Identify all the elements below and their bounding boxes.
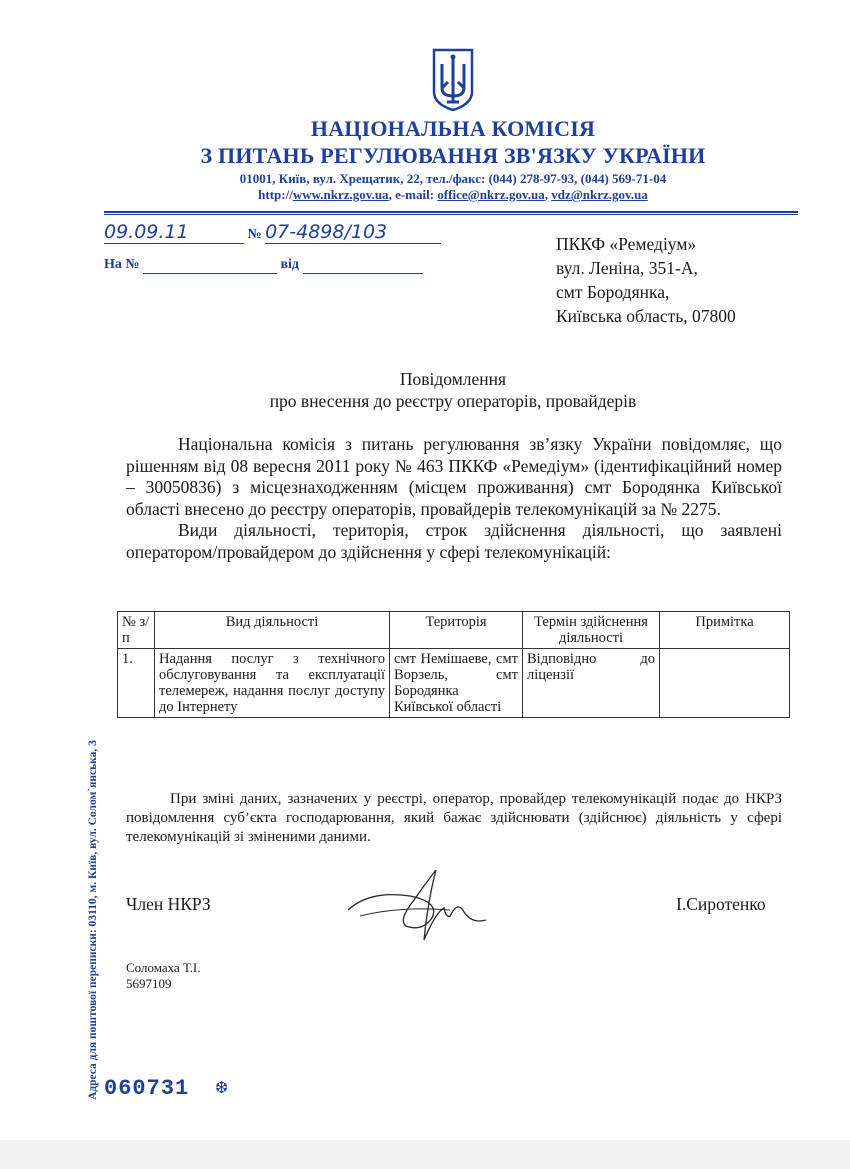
cell-note bbox=[660, 649, 790, 718]
incoming-reference bbox=[104, 257, 423, 274]
document-title: Повідомлення bbox=[399, 369, 507, 389]
body-paragraph-1: Національна комісія з питань регулювання зв’язку України повідомляє, що рішенням від 08 вересня 2011 року № 463 ПККФ «Ремедіум» (ідентифікаційний номер – 30050836) з місцезнаходженням (місцем проживання) смт Бородянка Київської області внесено до реєстру операторів, провайдерів телекомунікацій за № 2275. bbox=[126, 434, 782, 519]
email-separator: , bbox=[544, 187, 552, 202]
signer-position: Член НКРЗ bbox=[126, 894, 211, 914]
incoming-date-blank bbox=[303, 257, 423, 274]
registry-table bbox=[117, 611, 790, 718]
header-note: Примітка bbox=[660, 612, 790, 649]
executor-name: Соломаха Т.І. bbox=[126, 960, 201, 975]
email-link-office[interactable]: office@nkrz.gov.ua bbox=[437, 187, 545, 202]
org-name-line2: З ПИТАНЬ РЕГУЛЮВАННЯ ЗВ'ЯЗКУ УКРАЇНИ bbox=[200, 143, 706, 168]
cell-activity: Надання послуг з технічного обслуговування та експлуатації телемереж, надання послуг доступу до Інтернету bbox=[155, 649, 390, 718]
recipient-address bbox=[556, 232, 736, 328]
cell-term: Відповідно до ліцензії bbox=[523, 649, 660, 718]
org-name-line1: НАЦІОНАЛЬНА КОМІСІЯ bbox=[310, 116, 596, 141]
org-address: 01001, Київ, вул. Хрещатик, 22, тел./факс: (044) 278-97-93, (044) 569-71-04 bbox=[239, 171, 667, 186]
website-link[interactable]: www.nkrz.gov.ua bbox=[292, 187, 389, 202]
header-divider-thin bbox=[104, 214, 798, 215]
header-territory: Територія bbox=[390, 612, 523, 649]
email-link-vdz[interactable]: vdz@nkrz.gov.ua bbox=[551, 187, 648, 202]
body-text bbox=[126, 434, 782, 563]
outgoing-date: 09.09.11 bbox=[104, 221, 189, 243]
recipient-line4: Київська область, 07800 bbox=[556, 306, 736, 326]
document-subtitle: про внесення до реєстру операторів, провайдерів bbox=[269, 391, 637, 411]
web-prefix: http:// bbox=[258, 187, 293, 202]
cell-number: 1. bbox=[118, 649, 155, 718]
incoming-number-label: На № bbox=[104, 257, 140, 272]
header-term: Термін здійснення діяльності bbox=[523, 612, 660, 649]
table-header-row bbox=[118, 612, 790, 649]
header-number: № з/п bbox=[118, 612, 155, 649]
header-divider bbox=[104, 211, 798, 213]
incoming-number-blank bbox=[143, 257, 277, 274]
org-contacts bbox=[0, 187, 850, 203]
recipient-line2: вул. Леніна, 351-А, bbox=[556, 258, 698, 278]
outgoing-reference bbox=[104, 221, 441, 244]
signer-name: І.Сиротенко bbox=[676, 894, 766, 914]
incoming-from-label: від bbox=[280, 257, 300, 272]
executor-phone: 5697109 bbox=[126, 976, 172, 991]
change-notice-text: При зміні даних, зазначених у реєстрі, оператор, провайдер телекомунікацій подає до НКРЗ повідомлення суб’єкта господарювання, який бажає здійснювати (здійснює) діяльність у сфері телекомунікацій зі зміненими даними. bbox=[126, 791, 782, 845]
email-prefix: , e-mail: bbox=[388, 187, 438, 202]
body-paragraph-2: Види діяльності, територія, строк здійснення діяльності, що заявлені оператором/провайдером до здійснення у сфері телекомунікацій: bbox=[126, 520, 782, 562]
header-activity: Вид діяльності bbox=[155, 612, 390, 649]
serial-number: 060731 bbox=[104, 1076, 190, 1101]
trident-icon bbox=[430, 48, 476, 112]
snowflake-icon: ❆ bbox=[215, 1078, 229, 1097]
table-row bbox=[118, 649, 790, 718]
postal-address-margin: Адреса для поштової переписки: 03110, м. Київ, вул. Солом`янська, 3 bbox=[87, 740, 99, 1100]
handwritten-signature bbox=[340, 860, 490, 950]
scan-edge bbox=[0, 1140, 850, 1169]
recipient-line1: ПККФ «Ремедіум» bbox=[556, 234, 697, 254]
outgoing-number: 07-4898/103 bbox=[265, 221, 388, 243]
recipient-line3: смт Бородянка, bbox=[556, 282, 670, 302]
change-notice bbox=[126, 790, 782, 847]
outgoing-number-label: № bbox=[247, 227, 262, 242]
cell-territory: смт Немішаеве, смт Ворзель, смт Бородянка Київської області bbox=[390, 649, 523, 718]
